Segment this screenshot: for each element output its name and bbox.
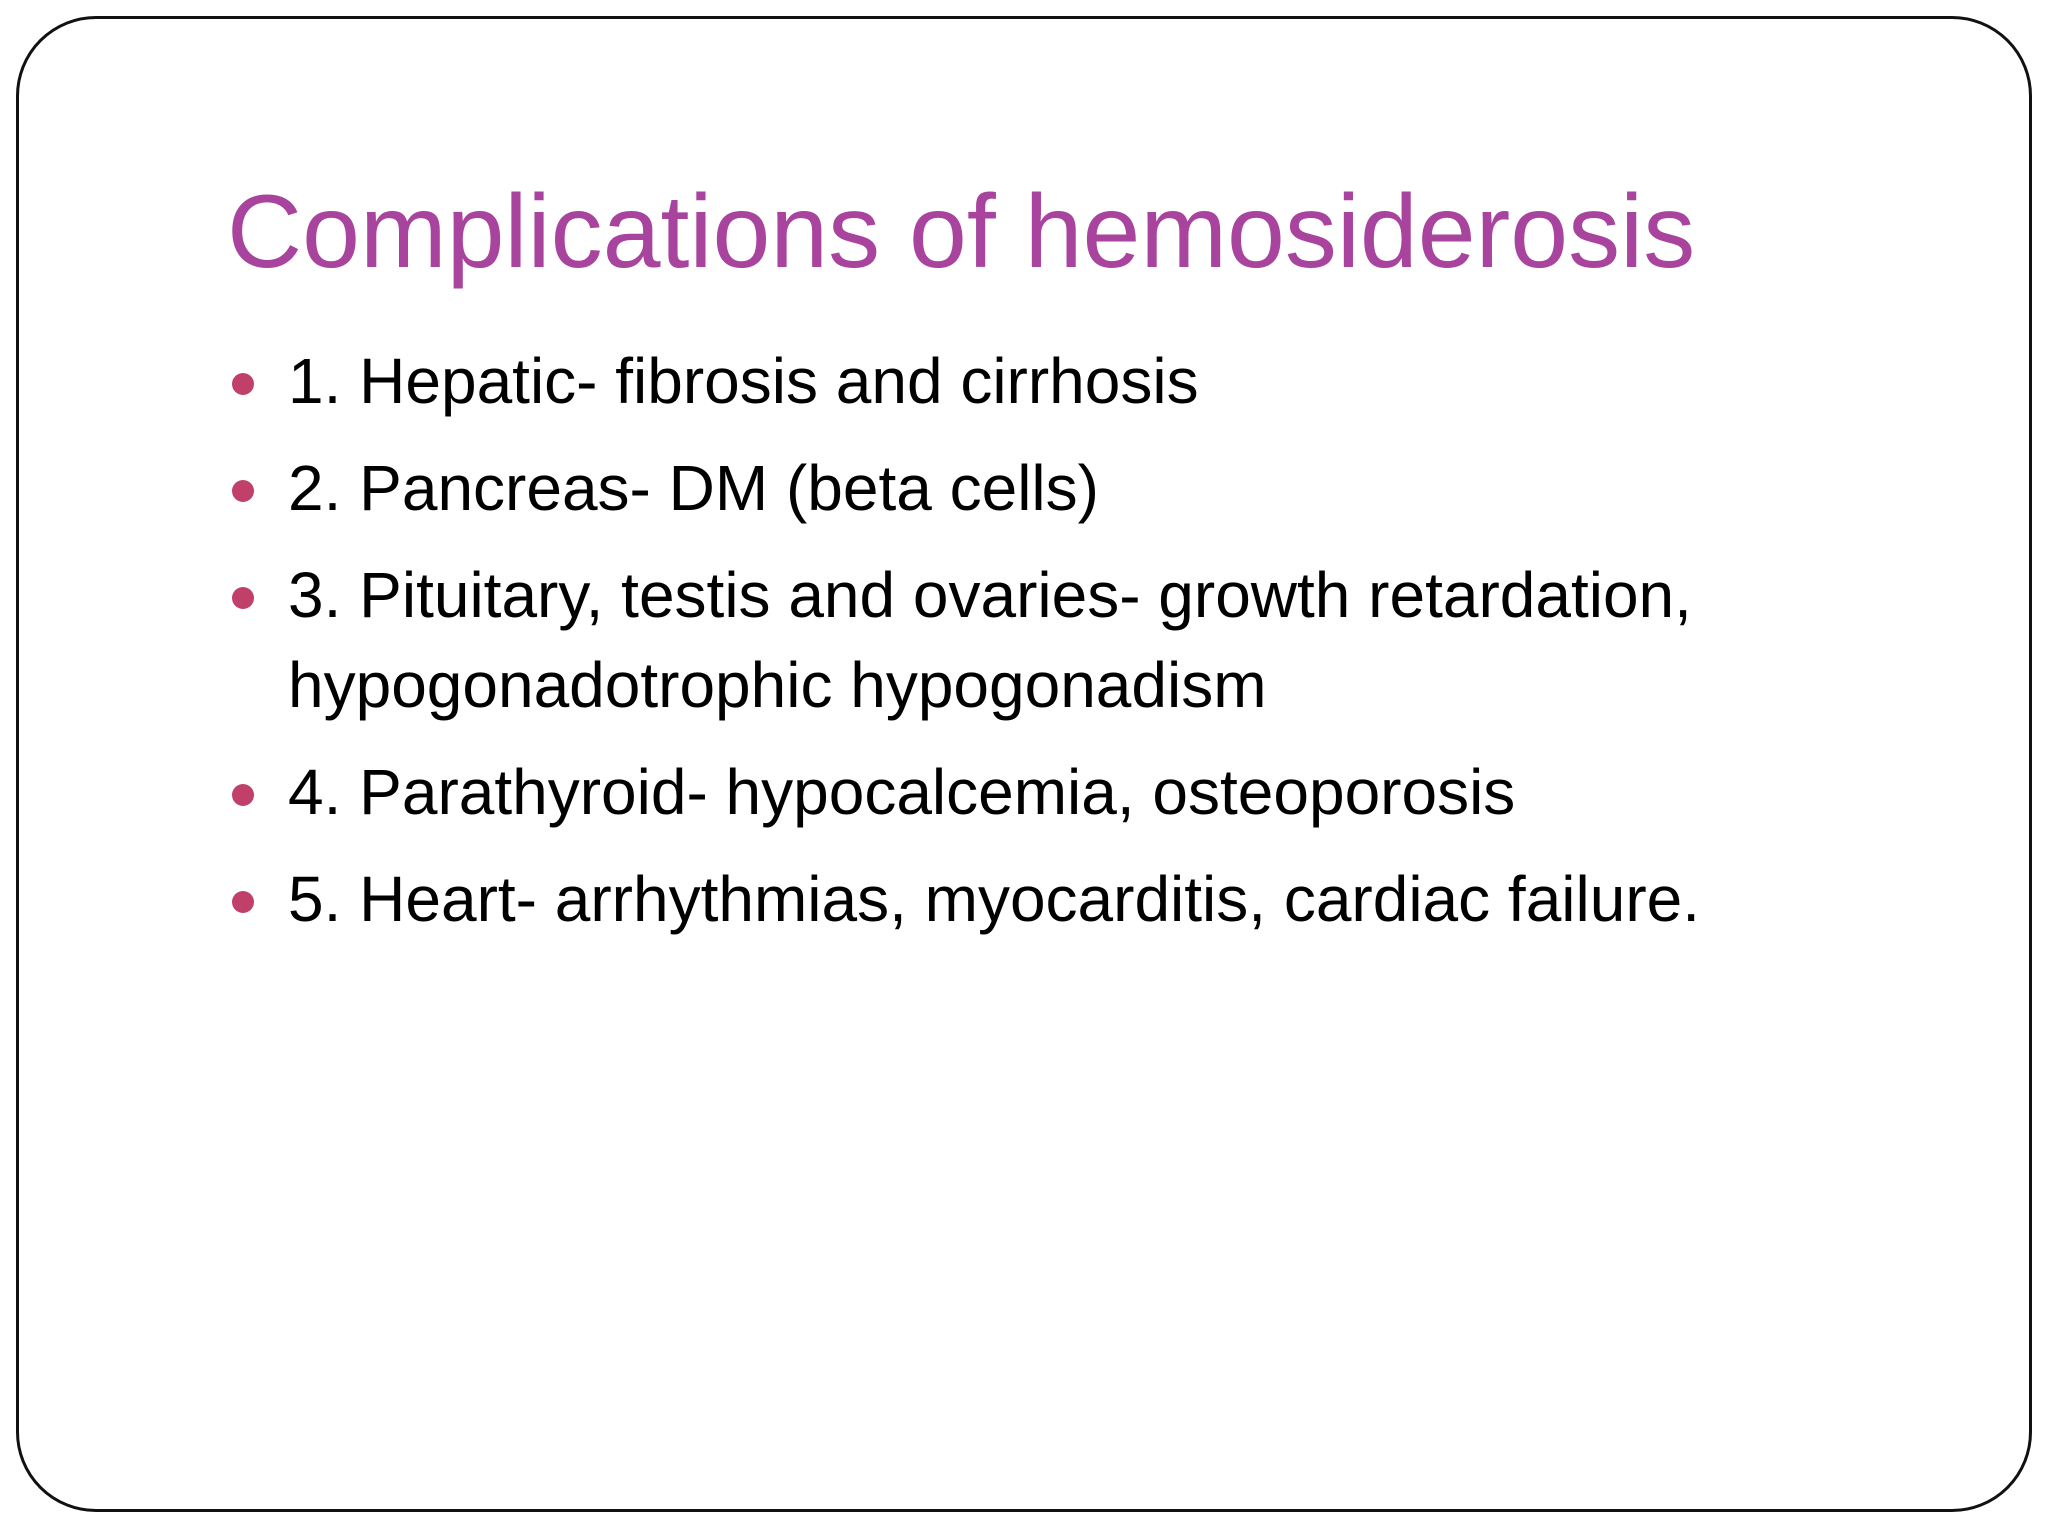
list-item (232, 443, 1972, 533)
bullet-dot-icon (232, 891, 254, 913)
list-item (232, 747, 1972, 837)
list-item-text: 3. Pituitary, testis and ovaries- growth retardation, hypogonadotrophic hypogonadism (288, 559, 1692, 721)
list-item (232, 854, 1972, 944)
bullet-list (232, 336, 1972, 961)
list-item (232, 550, 1972, 730)
list-item-text: 5. Heart- arrhythmias, myocarditis, cardiac failure. (288, 863, 1700, 935)
list-item-text: 2. Pancreas- DM (beta cells) (288, 452, 1099, 524)
list-item (232, 336, 1972, 426)
list-item-text: 4. Parathyroid- hypocalcemia, osteoporosis (288, 756, 1516, 828)
list-item-text: 1. Hepatic- fibrosis and cirrhosis (288, 345, 1199, 417)
slide-title: Complications of hemosiderosis (227, 174, 1696, 290)
bullet-dot-icon (232, 587, 254, 609)
bullet-dot-icon (232, 373, 254, 395)
bullet-dot-icon (232, 480, 254, 502)
bullet-dot-icon (232, 784, 254, 806)
